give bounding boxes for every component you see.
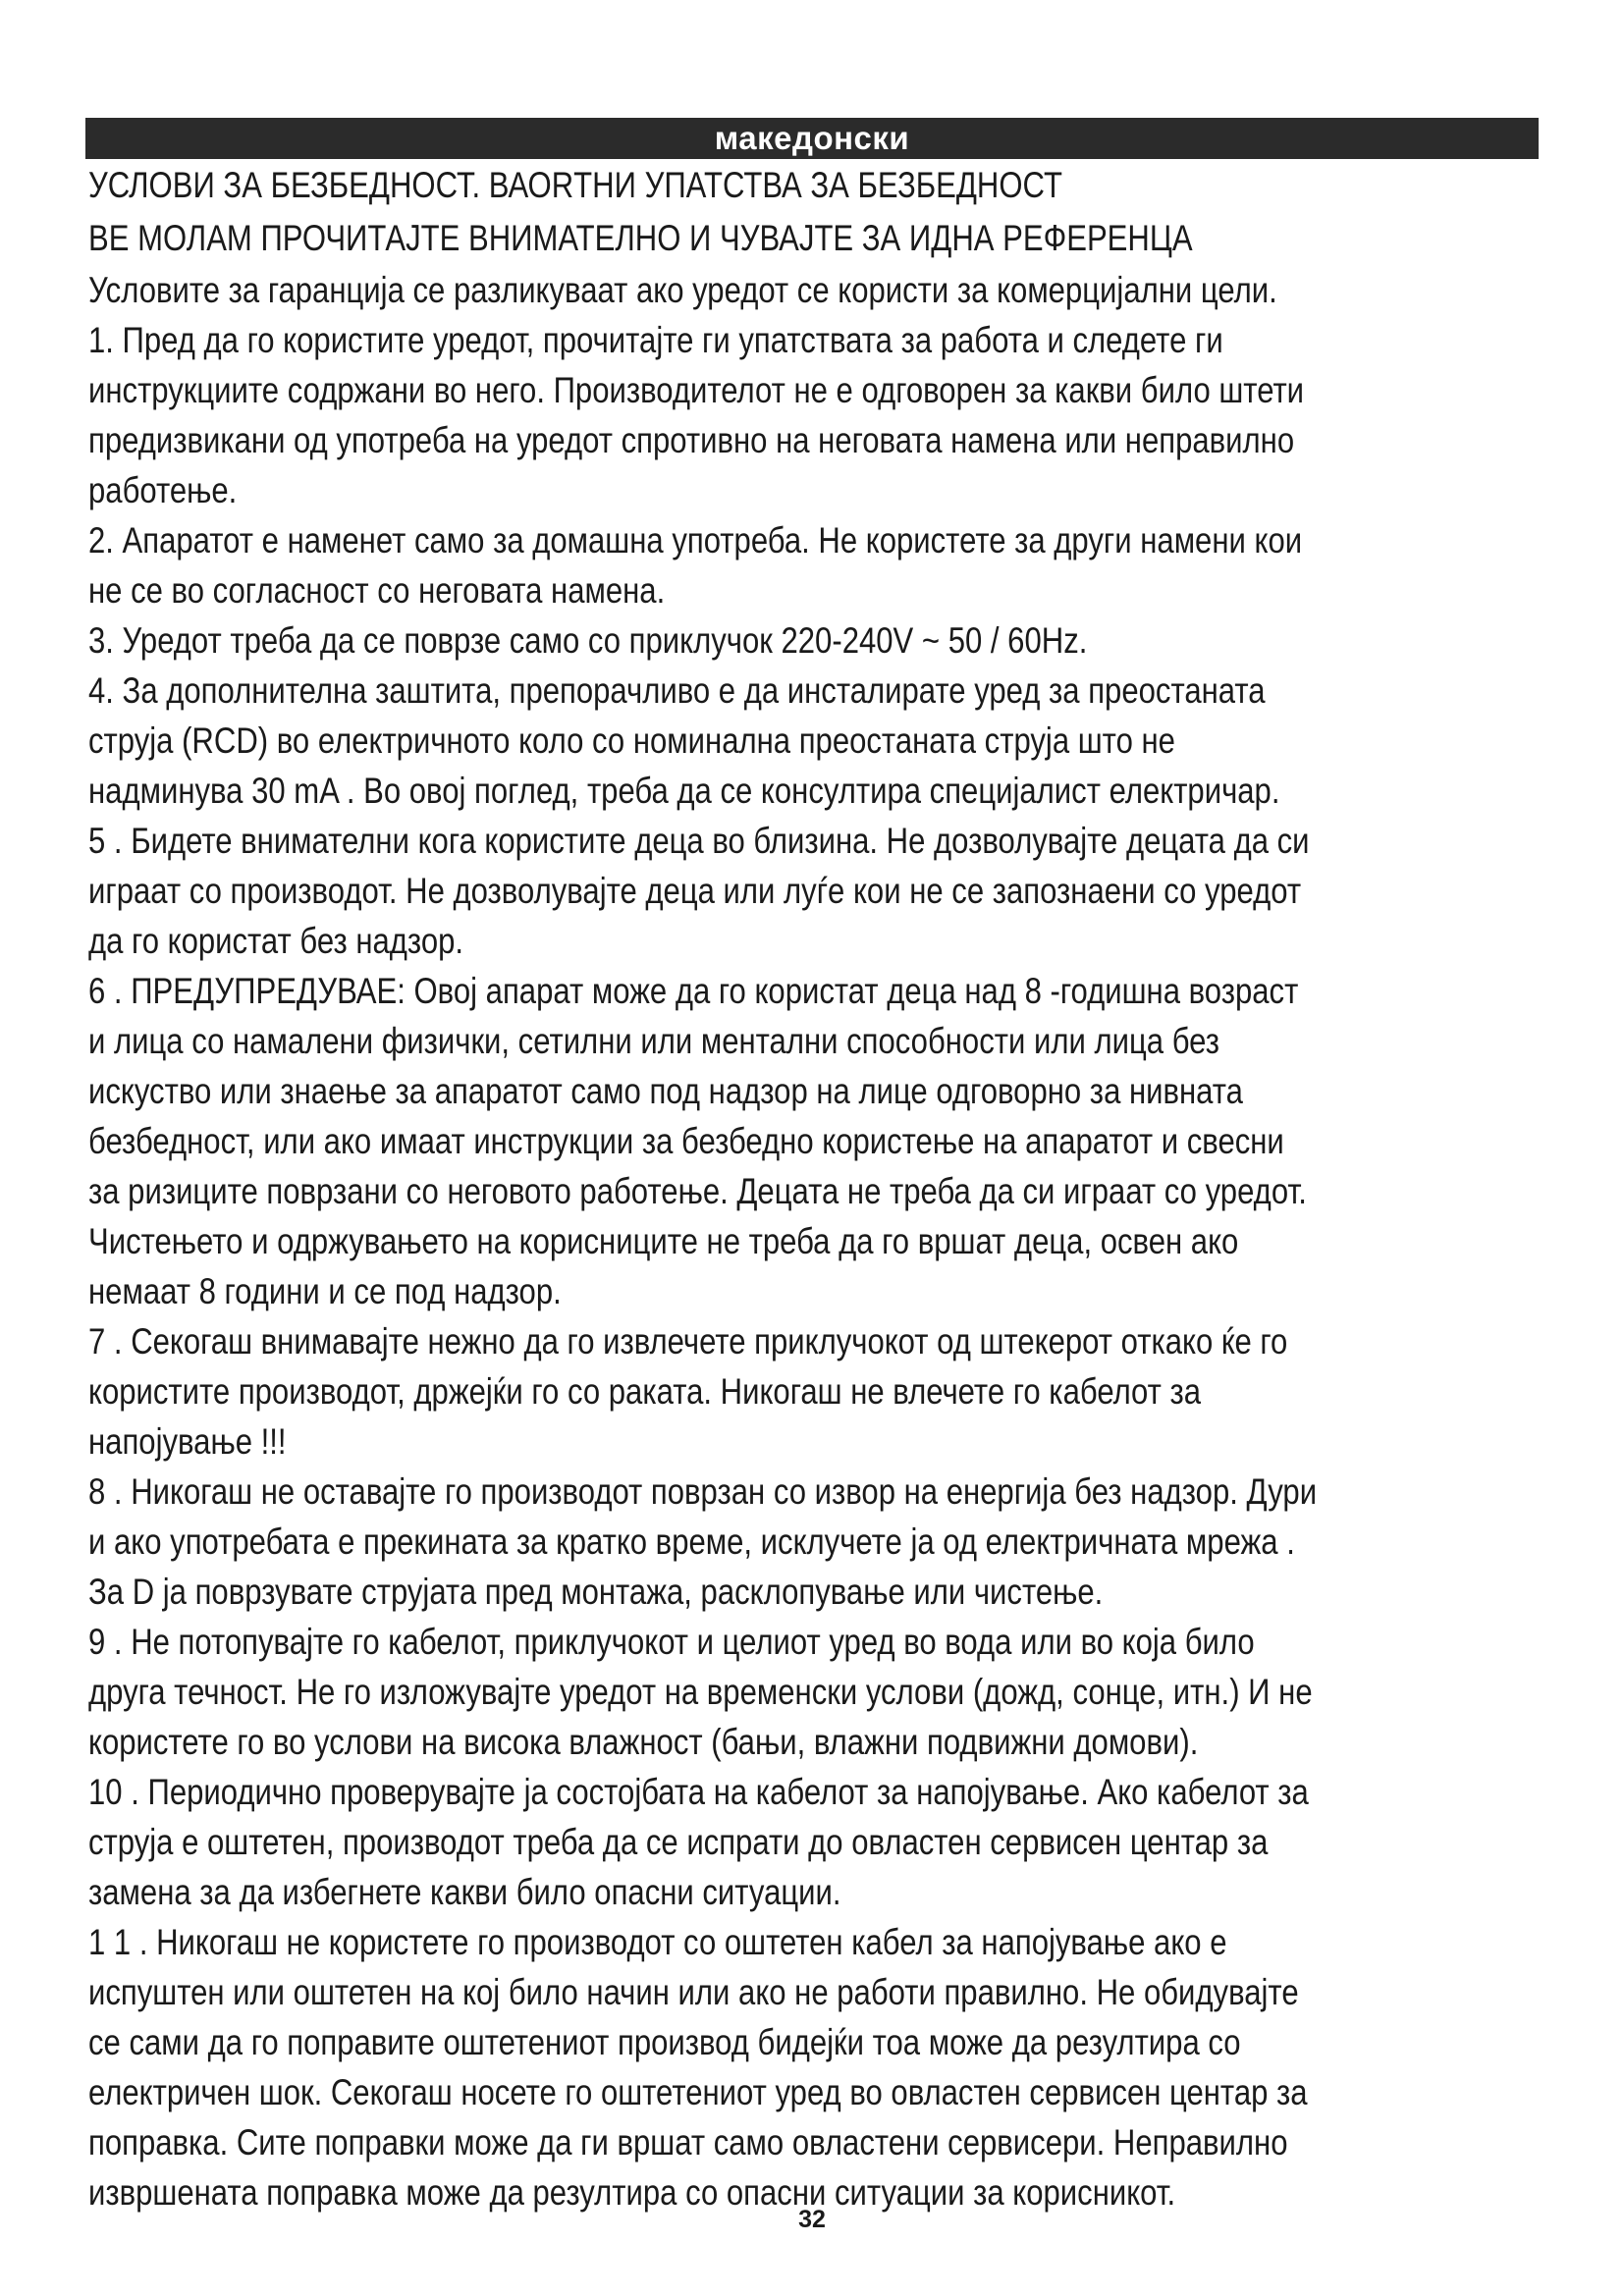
text-line: 1. Пред да го користите уредот, прочитајте ги упатствата за работа и следете ги — [88, 320, 1223, 360]
text-line: се сами да го поправите оштетениот производ бидејќи тоа може да резултира со — [88, 2022, 1241, 2062]
text-line: 3. Уредот треба да се поврзе само со приклучок 220-240V ~ 50 / 60Hz. — [88, 620, 1088, 661]
text-line: и ако употребата е прекината за кратко време, исклучете ја од електричната мрежа . — [88, 1522, 1295, 1562]
heading-line: УСЛОВИ ЗА БЕЗБЕДНОСТ. ВАОRТНИ УПАТСТВА ЗА БЕЗБЕДНОСТ — [88, 165, 1062, 205]
text-line: инструкциите содржани во него. Производителот не е одговорен за какви било штети — [88, 370, 1305, 410]
text-line: Чистењето и одржувањето на корисниците не треба да го вршат деца, освен ако — [88, 1221, 1239, 1261]
heading-line: ВЕ МОЛАМ ПРОЧИТАЈТЕ ВНИМАТЕЛНО И ЧУВАЈТЕ ЗА ИДНА РЕФЕРЕНЦА — [88, 218, 1193, 258]
text-line: 7 . Секогаш внимавајте нежно да го извлечете приклучокот од штекерот откако ќе го — [88, 1321, 1288, 1362]
text-line: 5 . Бидете внимателни кога користите деца во близина. Не дозволувајте децата да си — [88, 821, 1310, 861]
page-number: 32 — [798, 2206, 826, 2233]
text-line: извршената поправка може да резултира со опасни ситуации за корисникот. — [88, 2172, 1176, 2213]
page-content — [88, 159, 1549, 2217]
text-line: струја (RCD) во електричното коло со номинална преостаната струја што не — [88, 721, 1175, 761]
text-line: да го користат без надзор. — [88, 921, 464, 961]
safety-headings — [88, 159, 1549, 265]
text-line: друга течност. Не го изложувајте уредот на временски услови (дожд, сонце, итн.) И не — [88, 1672, 1313, 1712]
safety-instructions — [88, 265, 1549, 2217]
text-line: електричен шок. Секогаш носете го оштетениот уред во овластен сервисен центар за — [88, 2072, 1308, 2112]
text-line: безбедност, или ако имаат инструкции за безбедно користење на апаратот и свесни — [88, 1121, 1284, 1161]
text-line: 4. За дополнителна заштита, препорачливо е да инсталирате уред за преостаната — [88, 670, 1266, 711]
text-line: 2. Апаратот е наменет само за домашна употреба. Не користете за други намени кои — [88, 520, 1303, 561]
language-header-bar: македонски — [85, 118, 1539, 159]
text-line: напојување !!! — [88, 1421, 287, 1462]
text-line: предизвикани од употреба на уредот спротивно на неговата намена или неправилно — [88, 420, 1295, 460]
text-line: поправка. Сите поправки може да ги вршат само овластени сервисери. Неправилно — [88, 2122, 1288, 2163]
text-line: 9 . Не потопувајте го кабелот, приклучокот и целиот уред во вода или во која било — [88, 1622, 1255, 1662]
text-line: користете го во услови на висока влажност (бањи, влажни подвижни домови). — [88, 1722, 1199, 1762]
text-line: струја е оштетен, производот треба да се испрати до овластен сервисен центар за — [88, 1822, 1269, 1862]
text-line: играат со производот. Не дозволувајте деца или луѓе кои не се запознаени со уредот — [88, 871, 1302, 911]
text-line: 6 . ПРЕДУПРЕДУВАЕ: Овој апарат може да го користат деца над 8 -годишна возраст — [88, 971, 1299, 1011]
text-line: 1 1 . Никогаш не користете го производот со оштетен кабел за напојување ако е — [88, 1922, 1227, 1962]
text-line: работење. — [88, 470, 238, 510]
text-line: За D ја поврзувате струјата пред монтажа, расклопување или чистење. — [88, 1572, 1104, 1612]
text-line: искуство или знаење за апаратот само под надзор на лице одговорно за нивната — [88, 1071, 1243, 1111]
text-line: надминува 30 mA . Во овој поглед, треба да се консултира специјалист електричар. — [88, 771, 1280, 811]
text-line: и лица со намалени физички, сетилни или ментални способности или лица без — [88, 1021, 1219, 1061]
text-line: 10 . Периодично проверувајте ја состојбата на кабелот за напојување. Ако кабелот за — [88, 1772, 1309, 1812]
text-line: немаат 8 години и се под надзор. — [88, 1271, 562, 1311]
text-line: за ризиците поврзани со неговото работење. Децата не треба да си играат со уредот. — [88, 1171, 1307, 1211]
text-line: користите производот, држејќи го со раката. Никогаш не влечете го кабелот за — [88, 1371, 1202, 1412]
text-line: 8 . Никогаш не оставајте го производот поврзан со извор на енергија без надзор. Дури — [88, 1471, 1318, 1512]
text-line: не се во согласност со неговата намена. — [88, 570, 666, 611]
text-line: замена за да избегнете какви било опасни ситуации. — [88, 1872, 841, 1912]
text-line: Условите за гаранција се разликуваат ако уредот се користи за комерцијални цели. — [88, 270, 1277, 310]
text-line: испуштен или оштетен на кој било начин или ако не работи правилно. Не обидувајте — [88, 1972, 1299, 2012]
